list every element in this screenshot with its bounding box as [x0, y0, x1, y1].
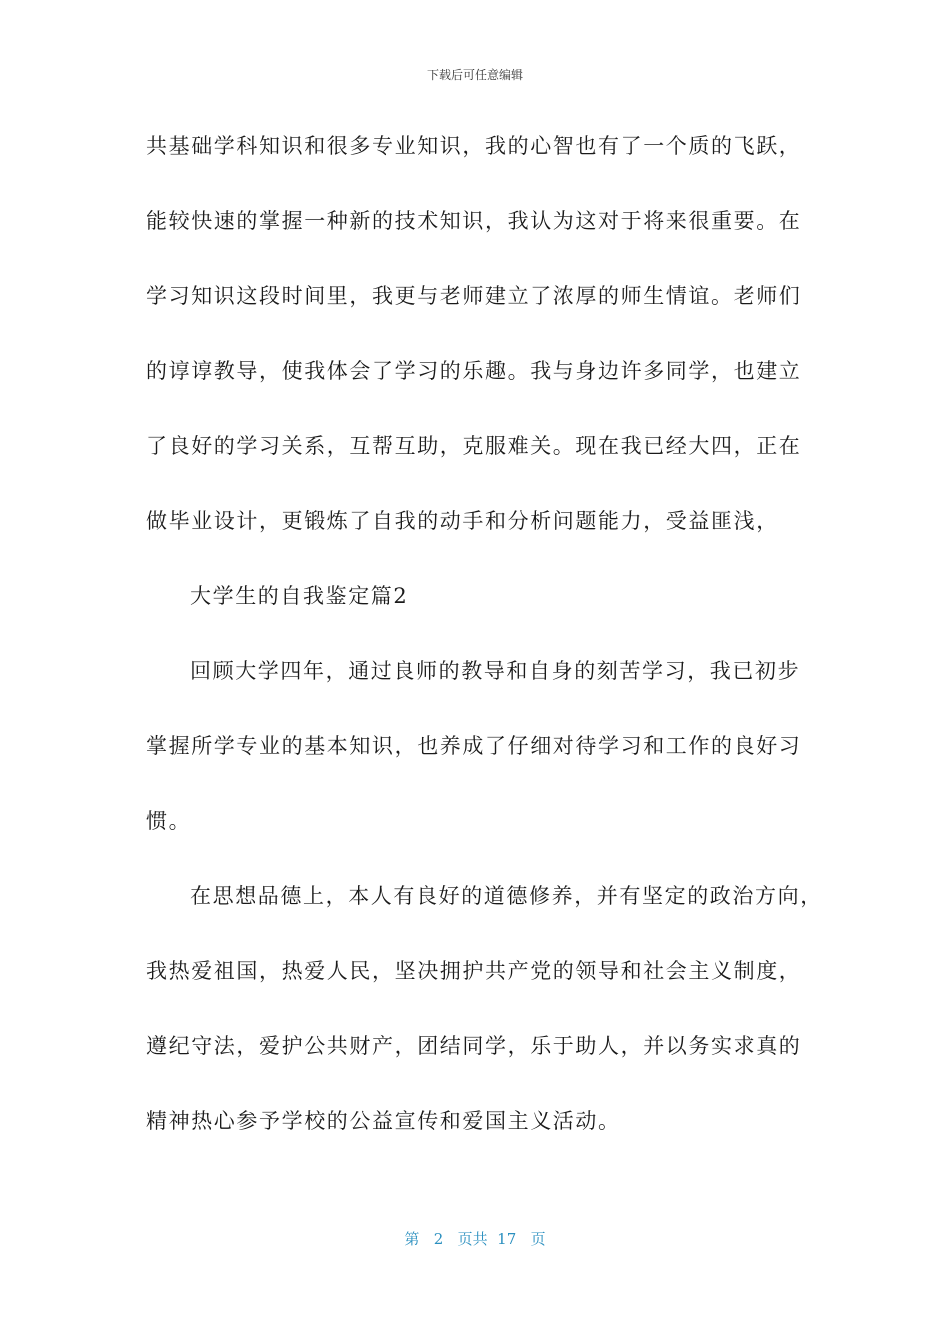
footer-suffix: 页	[530, 1230, 546, 1248]
section-heading: 大学生的自我鉴定篇2	[190, 584, 409, 608]
paragraph-line: 回顾大学四年，通过良师的教导和自身的刻苦学习，我已初步	[190, 659, 801, 683]
paragraph-line: 掌握所学专业的基本知识，也养成了仔细对待学习和工作的良好习	[146, 734, 802, 758]
paragraph-line: 了良好的学习关系，互帮互助，克服难关。现在我已经大四，正在	[146, 434, 802, 458]
paragraph-line: 精神热心参予学校的公益宣传和爱国主义活动。	[146, 1109, 621, 1133]
paragraph-line: 我热爱祖国，热爱人民，坚决拥护共产党的领导和社会主义制度，	[146, 959, 802, 983]
page-footer	[0, 1228, 950, 1249]
paragraph-line: 能较快速的掌握一种新的技术知识，我认为这对于将来很重要。在	[146, 209, 802, 233]
footer-prefix: 第	[404, 1230, 420, 1248]
footer-middle: 页共	[457, 1230, 488, 1248]
paragraph-line: 的谆谆教导，使我体会了学习的乐趣。我与身边许多同学，也建立	[146, 359, 802, 383]
document-body	[146, 124, 823, 1174]
paragraph-line: 惯。	[146, 809, 192, 833]
total-pages: 17	[497, 1230, 517, 1248]
paragraph-line: 共基础学科知识和很多专业知识，我的心智也有了一个质的飞跃，	[146, 134, 802, 158]
current-page-number: 2	[433, 1230, 444, 1248]
header-note: 下载后可任意编辑	[426, 68, 523, 82]
paragraph-line: 做毕业设计，更锻炼了自我的动手和分析问题能力，受益匪浅，	[146, 509, 779, 533]
paragraph-line: 在思想品德上，本人有良好的道德修养，并有坚定的政治方向，	[190, 884, 823, 908]
paragraph-line: 遵纪守法，爱护公共财产，团结同学，乐于助人，并以务实求真的	[146, 1034, 802, 1058]
paragraph-line: 学习知识这段时间里，我更与老师建立了浓厚的师生情谊。老师们	[146, 284, 802, 308]
